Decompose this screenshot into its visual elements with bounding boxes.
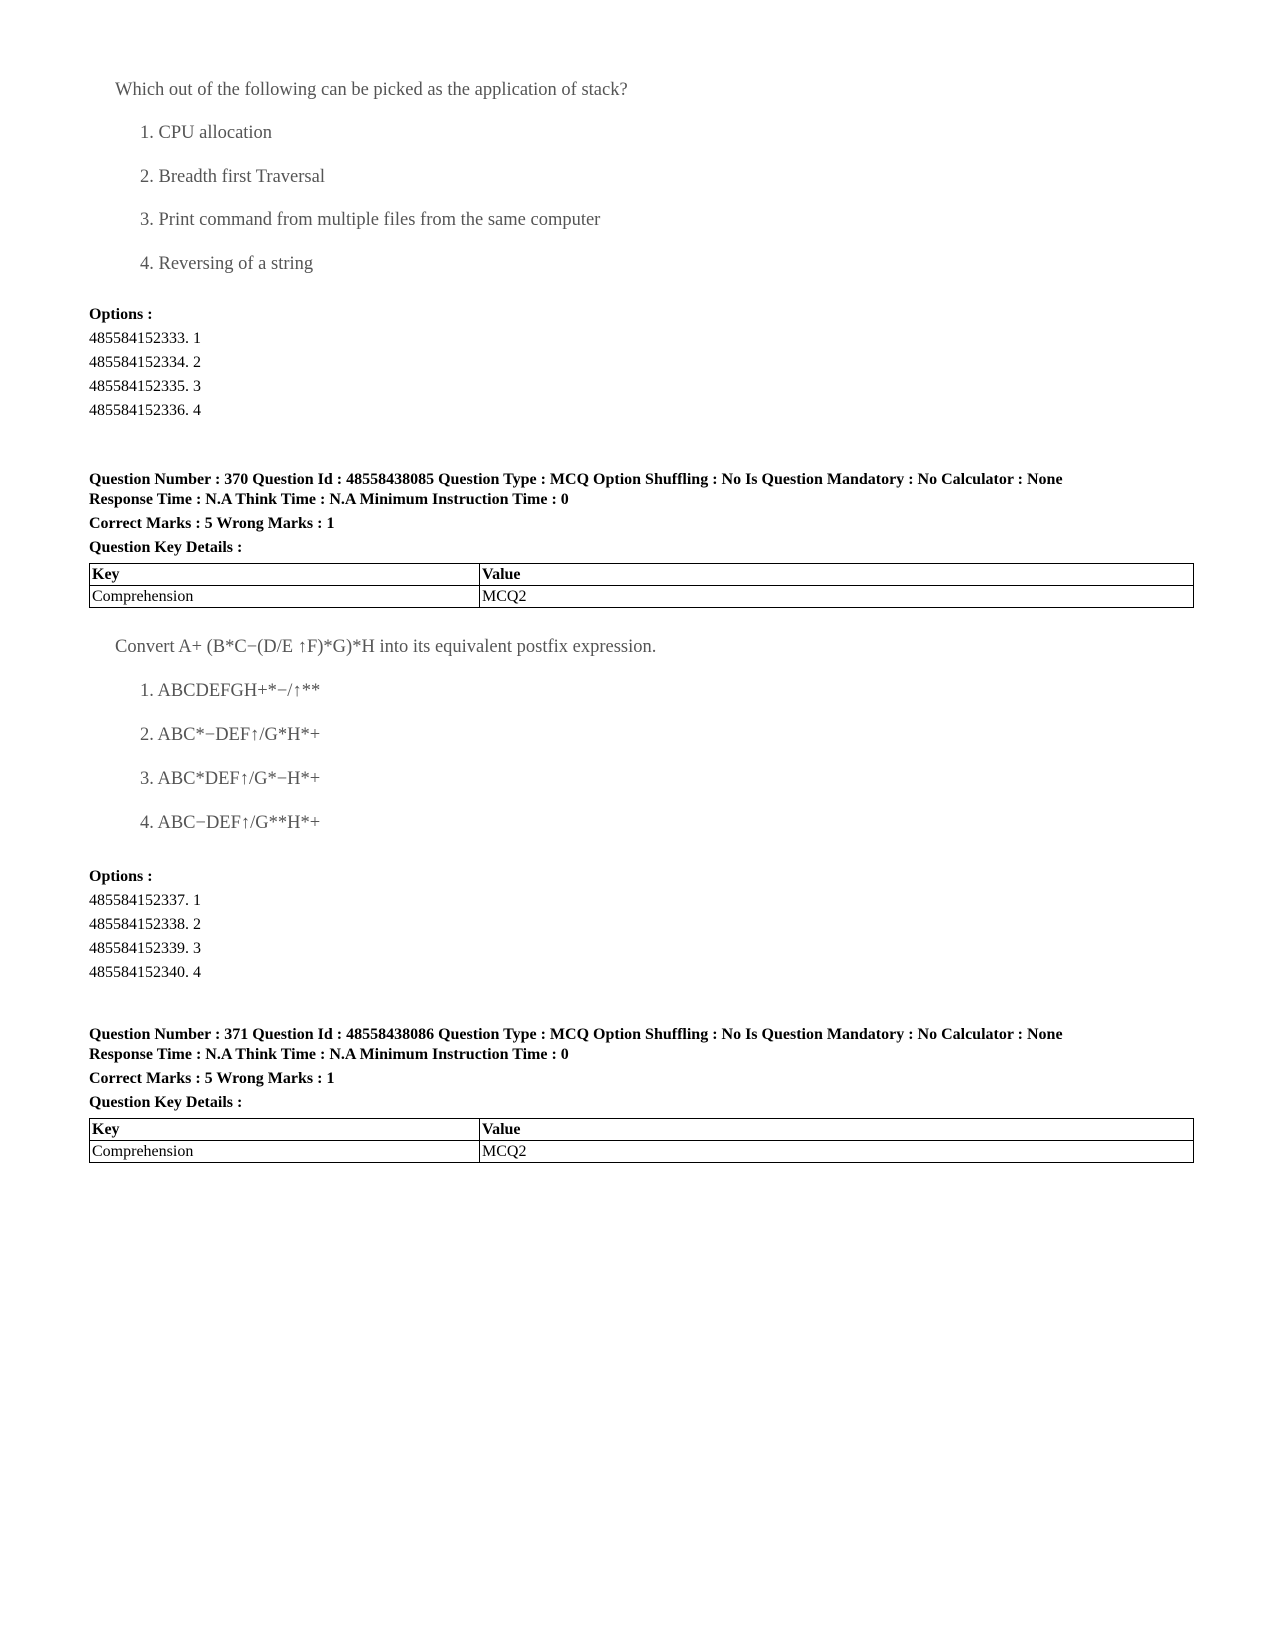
option-item: 485584152339. 3 <box>89 940 201 957</box>
options-label: Options : <box>89 306 153 323</box>
option-item: 485584152338. 2 <box>89 916 201 933</box>
question-370-choice-2: 2. ABC*−DEF↑/G*H*+ <box>140 725 321 745</box>
option-item: 485584152335. 3 <box>89 378 201 395</box>
key-details-label: Question Key Details : <box>89 539 243 556</box>
question-370-choice-3: 3. ABC*DEF↑/G*−H*+ <box>140 769 321 789</box>
question-371-meta <box>89 1025 1209 1065</box>
option-item: 485584152336. 4 <box>89 402 201 419</box>
question-369-choice-1: 1. CPU allocation <box>140 123 273 143</box>
table-header-row <box>90 564 1194 586</box>
table-header-value: Value <box>480 564 1194 586</box>
option-item: 485584152333. 1 <box>89 330 201 347</box>
question-370-choice-1: 1. ABCDEFGH+*−/↑** <box>140 681 321 701</box>
question-370-text: Convert A+ (B*C−(D/E ↑F)*G)*H into its equivalent postfix expression. <box>115 637 657 657</box>
question-370-options <box>89 865 201 985</box>
question-369-choice-2: 2. Breadth first Traversal <box>140 167 325 187</box>
table-header-row <box>90 1119 1194 1141</box>
question-369-text: Which out of the following can be picked as the application of stack? <box>115 80 628 100</box>
marks-text: Correct Marks : 5 Wrong Marks : 1 <box>89 1070 335 1087</box>
option-item: 485584152337. 1 <box>89 892 201 909</box>
option-item: 485584152334. 2 <box>89 354 201 371</box>
question-370-meta-line2: Response Time : N.A Think Time : N.A Minimum Instruction Time : 0 <box>89 491 569 508</box>
question-371-marks <box>89 1067 334 1115</box>
question-370-key-table <box>89 563 1194 608</box>
question-370-meta-line1: Question Number : 370 Question Id : 48558438085 Question Type : MCQ Option Shuffling : No Is Question Mandatory : No Calculator : None <box>89 471 1063 488</box>
question-369-choice-3: 3. Print command from multiple files from the same computer <box>140 210 601 230</box>
table-cell-key: Comprehension <box>90 586 480 608</box>
question-369-choice-4: 4. Reversing of a string <box>140 254 314 274</box>
table-header-value: Value <box>480 1119 1194 1141</box>
question-370-meta <box>89 470 1209 510</box>
key-details-label: Question Key Details : <box>89 1094 243 1111</box>
table-row <box>90 1141 1194 1163</box>
question-369-options <box>89 303 201 423</box>
question-370-marks <box>89 512 334 560</box>
options-label: Options : <box>89 868 153 885</box>
question-371-meta-line1: Question Number : 371 Question Id : 48558438086 Question Type : MCQ Option Shuffling : No Is Question Mandatory : No Calculator : None <box>89 1026 1063 1043</box>
question-370-choice-4: 4. ABC−DEF↑/G**H*+ <box>140 813 321 833</box>
table-header-key: Key <box>90 564 480 586</box>
table-cell-value: MCQ2 <box>480 586 1194 608</box>
table-cell-key: Comprehension <box>90 1141 480 1163</box>
marks-text: Correct Marks : 5 Wrong Marks : 1 <box>89 515 335 532</box>
table-cell-value: MCQ2 <box>480 1141 1194 1163</box>
table-header-key: Key <box>90 1119 480 1141</box>
question-371-key-table <box>89 1118 1194 1163</box>
option-item: 485584152340. 4 <box>89 964 201 981</box>
table-row <box>90 586 1194 608</box>
question-371-meta-line2: Response Time : N.A Think Time : N.A Minimum Instruction Time : 0 <box>89 1046 569 1063</box>
